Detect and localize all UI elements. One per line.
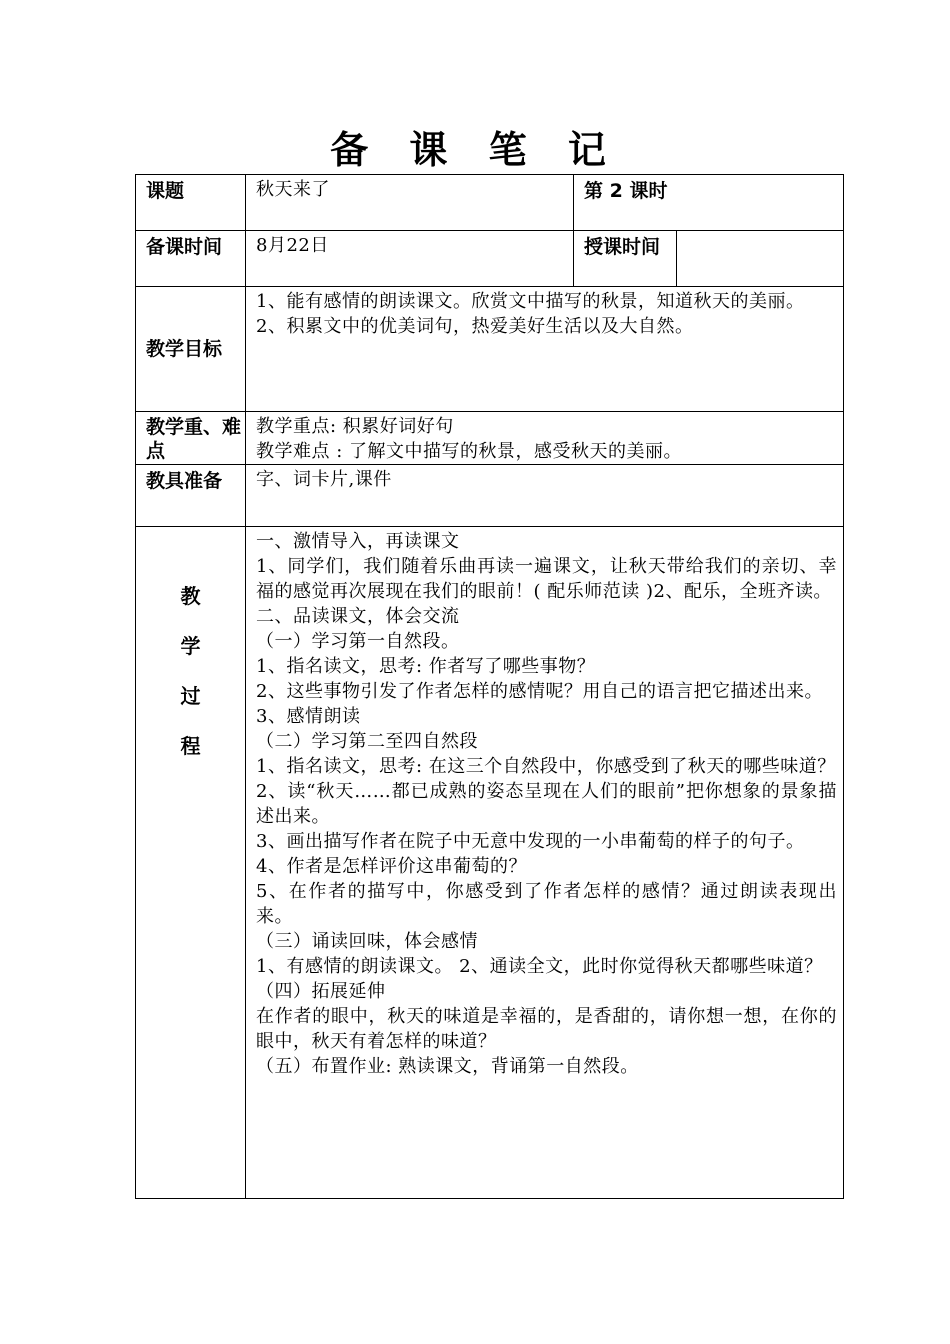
key-points-label: 教学重、难点 <box>136 412 246 465</box>
process-line: 2、这些事物引发了作者怎样的感情呢？用自己的语言把它描述出来。 <box>256 681 823 702</box>
prep-time-label: 备课时间 <box>136 231 246 287</box>
process-line: （四）拓展延伸 <box>256 981 386 1002</box>
topic-value: 秋天来了 <box>246 175 574 231</box>
tools-value: 字、词卡片,课件 <box>246 465 844 527</box>
topic-label: 课题 <box>136 175 246 231</box>
process-line: 1、指名读文，思考: 在这三个自然段中，你感受到了秋天的哪些味道？ <box>256 756 836 777</box>
process-label-char: 程 <box>180 734 201 758</box>
process-line: 5、在作者的描写中，你感受到了作者怎样的感情？通过朗读表现出来。 <box>256 881 838 927</box>
process-line: 一、激情导入，再读课文 <box>256 531 460 552</box>
key-point-line: 教学重点: 积累好词好句 <box>256 416 454 437</box>
page-title: 备 课 笔 记 <box>330 128 620 172</box>
process-line: （三）诵读回味，体会感情 <box>256 931 478 952</box>
teach-time-label: 授课时间 <box>574 231 677 287</box>
goals-content <box>246 287 844 412</box>
tools-label: 教具准备 <box>136 465 246 527</box>
period-label: 第 2 课时 <box>574 175 844 231</box>
goals-label: 教学目标 <box>136 287 246 412</box>
process-content <box>246 527 844 1199</box>
prep-time-value: 8月22日 <box>246 231 574 287</box>
key-points-content <box>246 412 844 465</box>
teach-time-value <box>677 231 844 287</box>
process-line: （一）学习第一自然段。 <box>256 631 460 652</box>
row-time <box>136 231 844 287</box>
process-line: 2、读“秋天……都已成熟的姿态呈现在人们的眼前”把你想象的景象描述出来。 <box>256 781 838 827</box>
process-label-char: 过 <box>180 684 201 708</box>
row-key-points <box>136 412 844 465</box>
row-topic <box>136 175 844 231</box>
row-tools <box>136 465 844 527</box>
process-line: 1、指名读文，思考: 作者写了哪些事物？ <box>256 656 596 677</box>
row-process <box>136 527 844 1199</box>
process-line: 在作者的眼中，秋天的味道是幸福的，是香甜的，请你想一想，在你的眼中，秋天有着怎样的味道？ <box>256 1006 838 1052</box>
goals-line: 2、积累文中的优美词句，热爱美好生活以及大自然。 <box>256 316 694 337</box>
process-line: （五）布置作业: 熟读课文，背诵第一自然段。 <box>256 1056 639 1077</box>
process-line: （二）学习第二至四自然段 <box>256 731 478 752</box>
process-line: 二、品读课文，体会交流 <box>256 606 460 627</box>
goals-line: 1、能有感情的朗读课文。欣赏文中描写的秋景，知道秋天的美丽。 <box>256 291 805 312</box>
process-label-char: 学 <box>180 634 201 658</box>
process-line: 1、同学们，我们随着乐曲再读一遍课文，让秋天带给我们的亲切、幸福的感觉再次展现在我们的眼前！( 配乐师范读 )2、配乐，全班齐读。 <box>256 556 838 602</box>
process-label <box>136 527 246 1199</box>
lesson-plan-table <box>135 174 844 1199</box>
process-label-char: 教 <box>180 584 201 608</box>
process-line: 3、画出描写作者在院子中无意中发现的一小串葡萄的样子的句子。 <box>256 831 805 852</box>
process-line: 4、作者是怎样评价这串葡萄的？ <box>256 856 527 877</box>
row-goals <box>136 287 844 412</box>
process-line: 3、感情朗读 <box>256 706 361 727</box>
key-point-line: 教学难点 : 了解文中描写的秋景，感受秋天的美丽。 <box>256 441 683 462</box>
process-line: 1、有感情的朗读课文。 2、通读全文，此时你觉得秋天都哪些味道？ <box>256 956 823 977</box>
